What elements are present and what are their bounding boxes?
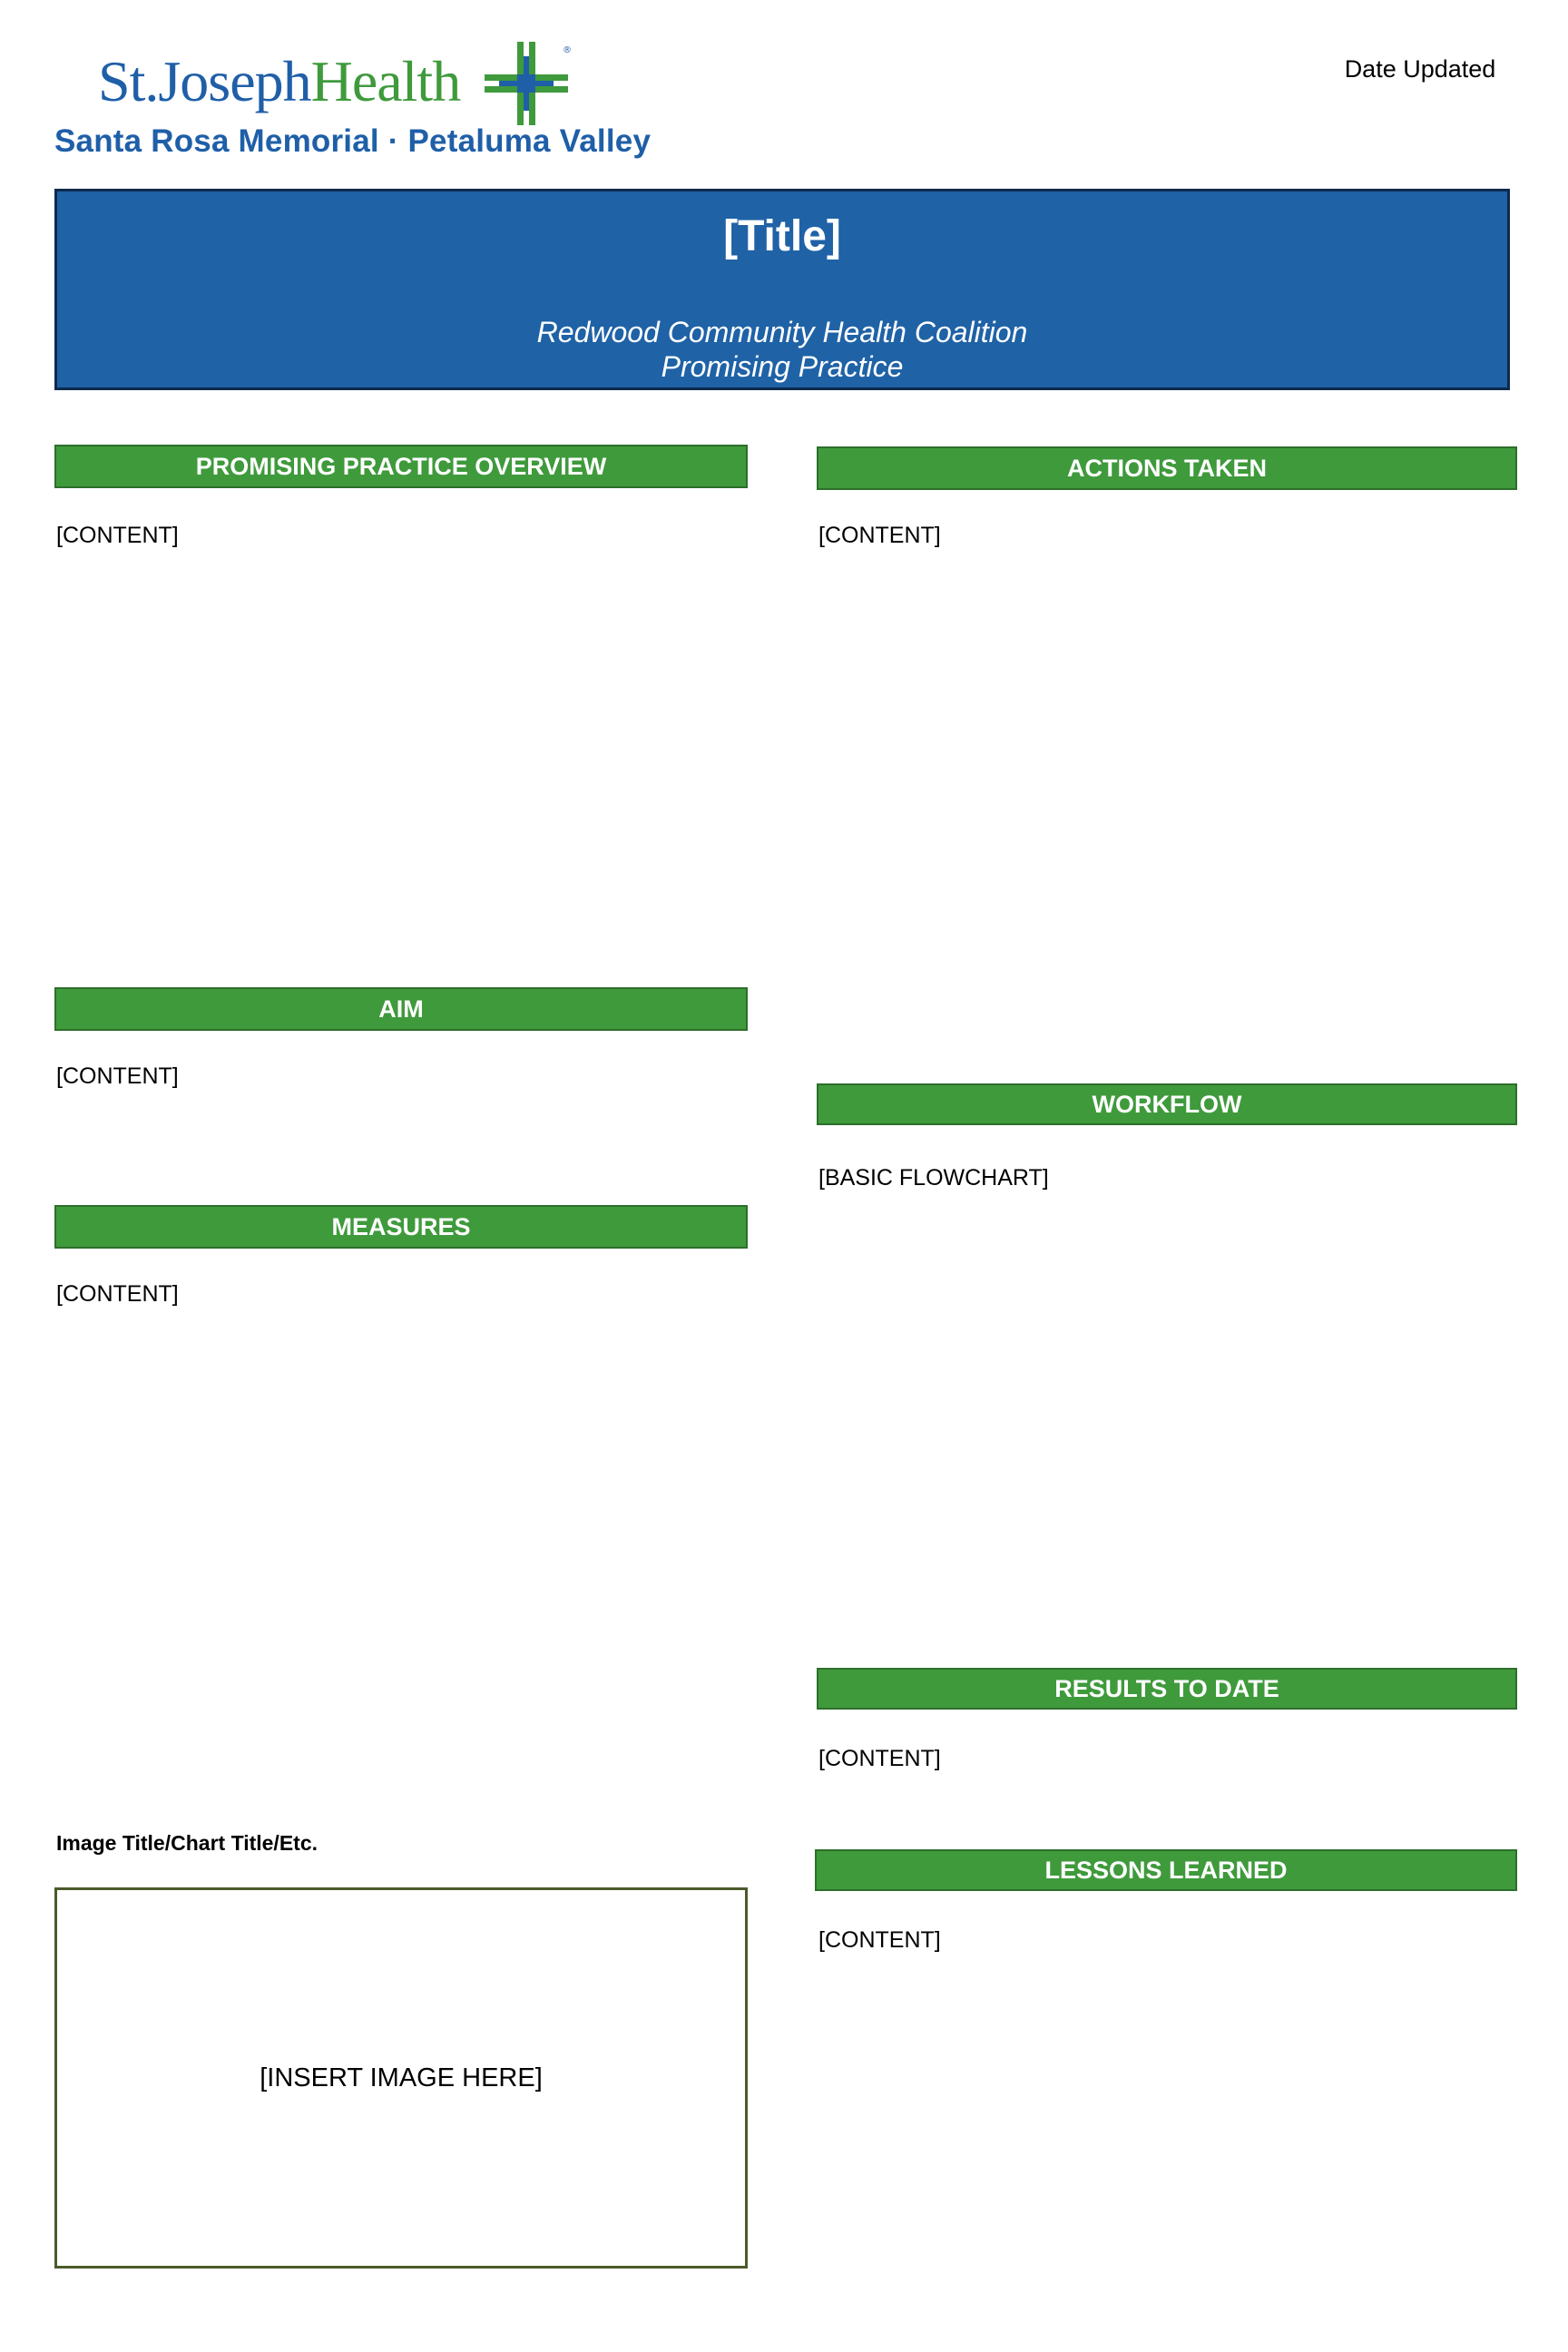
lessons-learned-content: [CONTENT] <box>818 1927 941 1953</box>
actions-taken-content: [CONTENT] <box>818 523 941 548</box>
section-header-measures: MEASURES <box>54 1205 748 1249</box>
results-to-date-content: [CONTENT] <box>818 1746 941 1771</box>
logo-wordmark <box>98 45 460 118</box>
section-header-overview: PROMISING PRACTICE OVERVIEW <box>54 445 748 488</box>
image-placeholder-box[interactable] <box>54 1887 748 2269</box>
measures-content: [CONTENT] <box>56 1281 179 1307</box>
overview-content: [CONTENT] <box>56 523 179 548</box>
workflow-content: [BASIC FLOWCHART] <box>818 1165 1049 1191</box>
image-title: Image Title/Chart Title/Etc. <box>56 1831 318 1855</box>
page-title: [Title] <box>723 212 841 260</box>
title-subtitle-line1: Redwood Community Health Coalition <box>536 316 1028 348</box>
title-subtitle <box>57 315 1507 384</box>
section-header-lessons-learned: LESSONS LEARNED <box>815 1849 1517 1891</box>
date-updated: Date Updated <box>1344 55 1496 83</box>
section-header-actions-taken: ACTIONS TAKEN <box>817 446 1517 490</box>
section-header-aim: AIM <box>54 987 748 1031</box>
logo-subtitle: Santa Rosa Memorial · Petaluma Valley <box>54 123 652 159</box>
logo-brand-part1: St.Joseph <box>98 49 311 113</box>
aim-content: [CONTENT] <box>56 1063 179 1089</box>
section-header-results-to-date: RESULTS TO DATE <box>817 1668 1517 1710</box>
title-subtitle-line2: Promising Practice <box>661 350 904 383</box>
logo-brand-part2: Health <box>310 49 461 113</box>
registered-mark: ® <box>563 45 572 55</box>
cross-logo-icon <box>485 42 572 125</box>
section-header-workflow: WORKFLOW <box>817 1083 1517 1125</box>
image-placeholder-text: [INSERT IMAGE HERE] <box>260 2063 543 2092</box>
title-banner <box>54 189 1510 390</box>
